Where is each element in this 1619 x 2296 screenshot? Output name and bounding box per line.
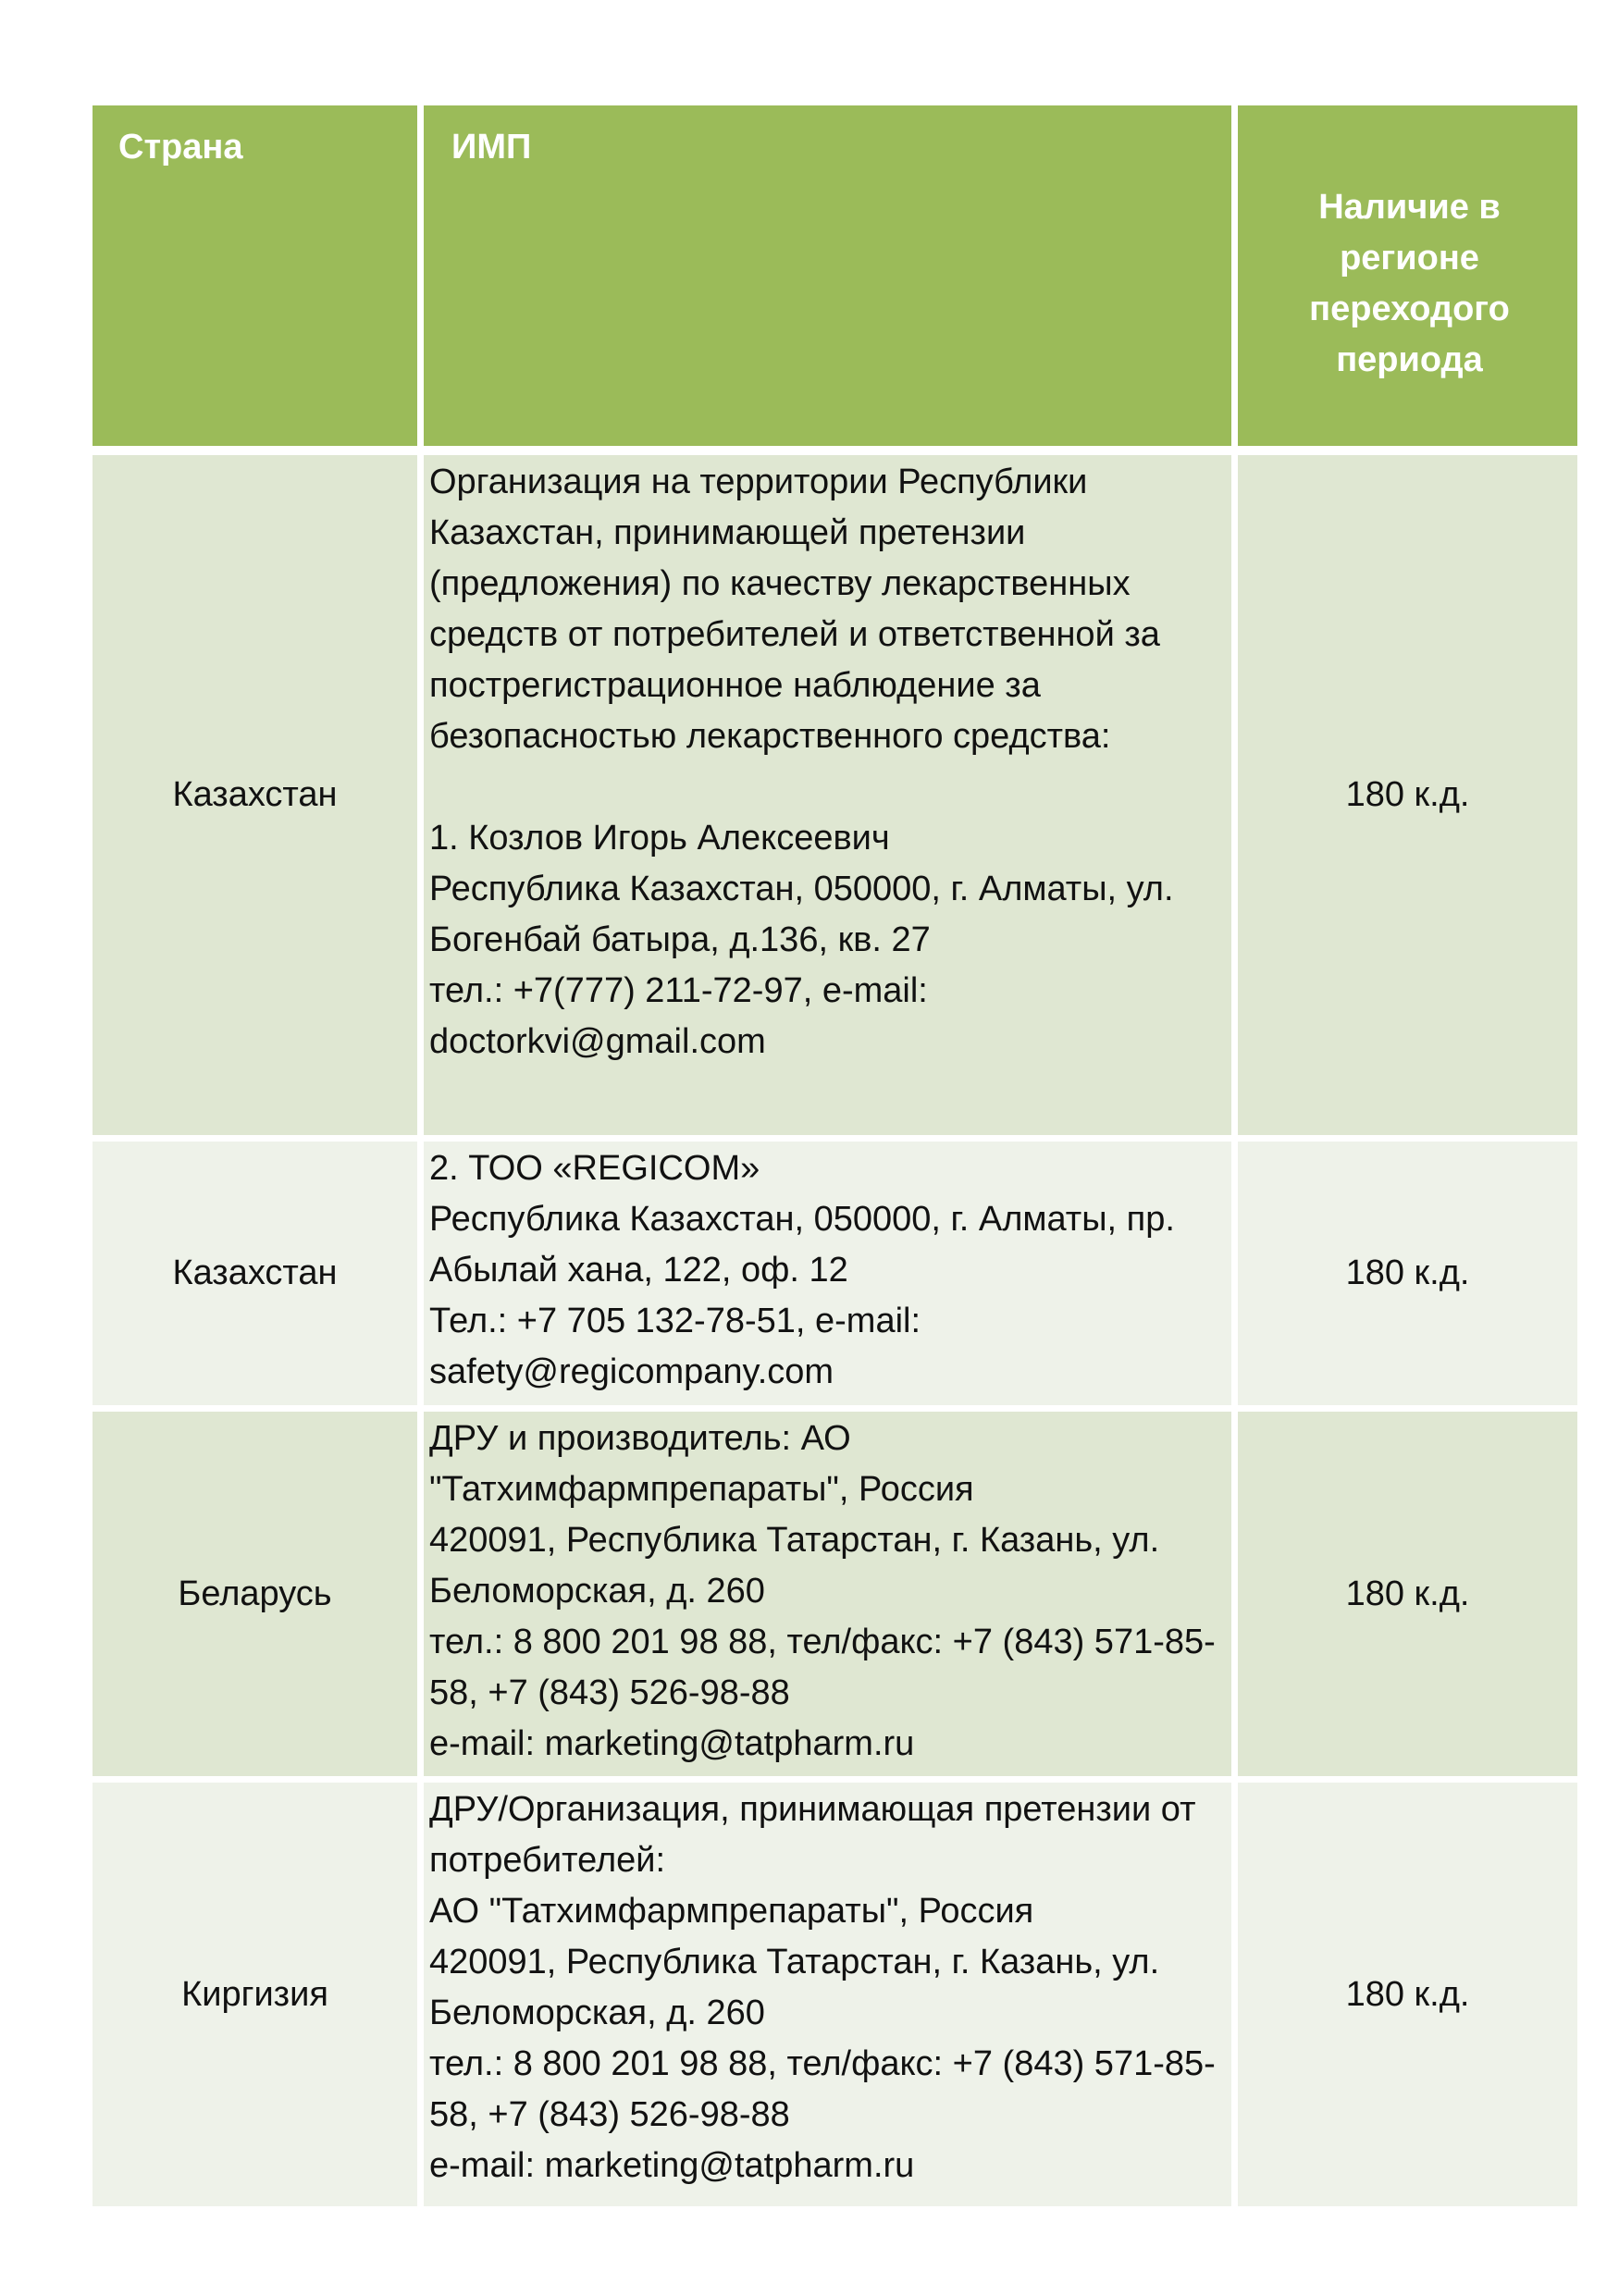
row-2-imp: 2. ТОО «REGICOM» Республика Казахстан, 050000, г. Алматы, пр. Абылай хана, 122, оф. 12 Тел.: +7 705 132-78-51, e-mail: safety@regicompany.com [424, 1142, 1238, 1412]
row-2-availability: 180 к.д. [1238, 1142, 1577, 1412]
imp-table [93, 105, 1577, 2206]
header-availability: Наличие в регионе переходого периода [1238, 105, 1577, 455]
row-3-imp: ДРУ и производитель: АО "Татхимфармпрепараты", Россия 420091, Республика Татарстан, г. Казань, ул. Беломорская, д. 260 тел.: 8 800 201 98 88, тел/факс: +7 (843) 571-85-58, +7 (843) 526-98-88 e-mail: marketing@tatpharm.ru [424, 1412, 1238, 1783]
row-4-imp: ДРУ/Организация, принимающая претензии от потребителей: АО "Татхимфармпрепараты", Россия 420091, Республика Татарстан, г. Казань, ул. Беломорская, д. 260 тел.: 8 800 201 98 88, тел/факс: +7 (843) 571-85-58, +7 (843) 526-98-88 e-mail: marketing@tatpharm.ru [424, 1783, 1238, 2206]
header-imp: ИМП [424, 105, 1238, 455]
row-1-imp: Организация на территории Республики Казахстан, принимающей претензии (предложения) по качеству лекарственных средств от потребителей и ответственной за пострегистрационное наблюдение за безопасностью лекарственного средства: 1. Козлов Игорь Алексеевич Республика Казахстан, 050000, г. Алматы, ул. Богенбай батыра, д.136, кв. 27 тел.: +7(777) 211-72-97, e-mail: doctorkvi@gmail.com [424, 455, 1238, 1142]
row-3-country: Беларусь [93, 1412, 424, 1783]
row-1-availability: 180 к.д. [1238, 455, 1577, 1142]
header-country: Страна [93, 105, 424, 455]
row-2-country: Казахстан [93, 1142, 424, 1412]
row-4-country: Киргизия [93, 1783, 424, 2206]
row-1-country: Казахстан [93, 455, 424, 1142]
row-4-availability: 180 к.д. [1238, 1783, 1577, 2206]
row-3-availability: 180 к.д. [1238, 1412, 1577, 1783]
